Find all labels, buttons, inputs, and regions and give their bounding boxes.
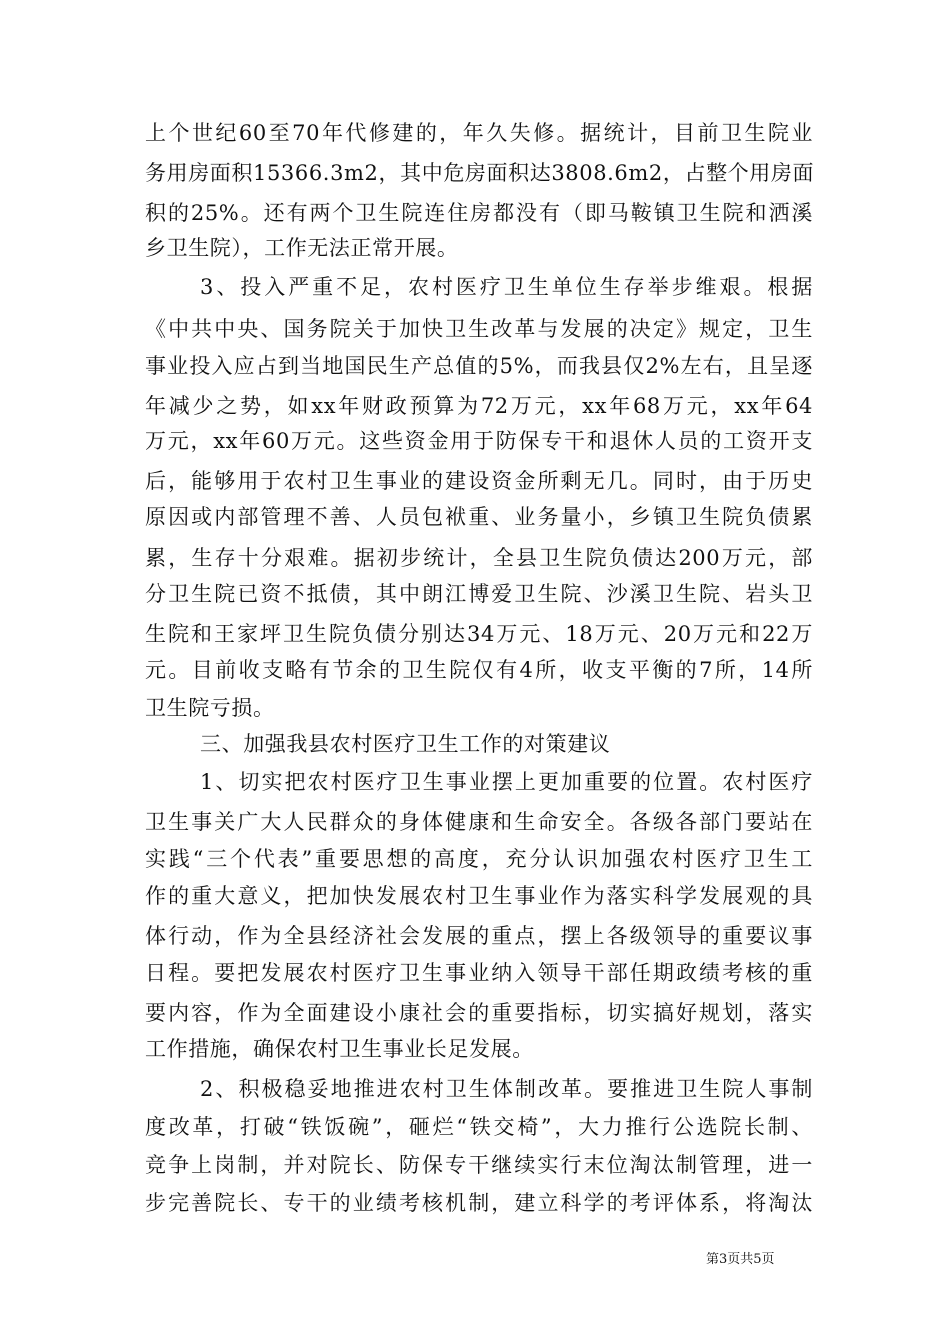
text-line: 实践“三个代表”重要思想的高度，充分认识加强农村医疗卫生工	[145, 847, 813, 871]
text-line: 后，能够用于农村卫生事业的建设资金所剩无几。同时，由于历史	[145, 469, 813, 493]
text-line: 事业投入应占到当地国民生产总值的5%，而我县仅2%左右，且呈逐	[145, 354, 813, 378]
text-line: 日程。要把发展农村医疗卫生事业纳入领导干部任期政绩考核的重	[145, 961, 813, 985]
text-line: 竞争上岗制，并对院长、防保专干继续实行末位淘汰制管理，进一	[145, 1153, 813, 1177]
paragraph-start-line: 2、积极稳妥地推进农村卫生体制改革。要推进卫生院人事制	[200, 1077, 813, 1101]
text-line: 卫生院亏损。	[145, 696, 275, 720]
text-line: 《中共中央、国务院关于加快卫生改革与发展的决定》规定，卫生	[145, 317, 813, 341]
text-line: 步完善院长、专干的业绩考核机制，建立科学的考评体系，将淘汰	[145, 1191, 813, 1215]
text-line: 度改革，打破“铁饭碗”，砸烂“铁交椅”，大力推行公选院长制、	[145, 1115, 813, 1139]
text-line: 积的25%。还有两个卫生院连住房都没有（即马鞍镇卫生院和洒溪	[145, 201, 813, 225]
text-line: 生院和王家坪卫生院负债分别达34万元、18万元、20万元和22万	[145, 622, 813, 646]
text-line: 累，生存十分艰难。据初步统计，全县卫生院负债达200万元，部	[145, 546, 813, 570]
text-line: 务用房面积15366.3m2，其中危房面积达3808.6m2，占整个用房面	[145, 161, 815, 185]
text-line: 年减少之势，如xx年财政预算为72万元，xx年68万元，xx年64	[145, 394, 813, 418]
text-line: 体行动，作为全县经济社会发展的重点，摆上各级领导的重要议事	[145, 924, 813, 948]
text-line: 工作措施，确保农村卫生事业长足发展。	[145, 1037, 534, 1061]
text-line: 乡卫生院），工作无法正常开展。	[145, 236, 459, 260]
text-line: 分卫生院已资不抵债，其中朗江博爱卫生院、沙溪卫生院、岩头卫	[145, 582, 813, 606]
text-line: 元。目前收支略有节余的卫生院仅有4所，收支平衡的7所，14所	[145, 658, 813, 682]
text-line: 作的重大意义，把加快发展农村卫生事业作为落实科学发展观的具	[145, 884, 813, 908]
text-line: 要内容，作为全面建设小康社会的重要指标，切实搞好规划，落实	[145, 1001, 813, 1025]
text-line: 卫生事关广大人民群众的身体健康和生命安全。各级各部门要站在	[145, 810, 813, 834]
text-line: 原因或内部管理不善、人员包袱重、业务量小，乡镇卫生院负债累	[145, 505, 813, 529]
paragraph-start-line: 1、切实把农村医疗卫生事业摆上更加重要的位置。农村医疗	[200, 770, 813, 794]
text-line: 上个世纪60至70年代修建的，年久失修。据统计，目前卫生院业	[145, 121, 813, 145]
text-line: 万元，xx年60万元。这些资金用于防保专干和退休人员的工资开支	[145, 429, 813, 453]
paragraph-start-line: 3、投入严重不足，农村医疗卫生单位生存举步维艰。根据	[200, 275, 813, 299]
section-heading: 三、加强我县农村医疗卫生工作的对策建议	[200, 732, 611, 756]
page-number-footer: 第3页共5页	[706, 1252, 775, 1267]
